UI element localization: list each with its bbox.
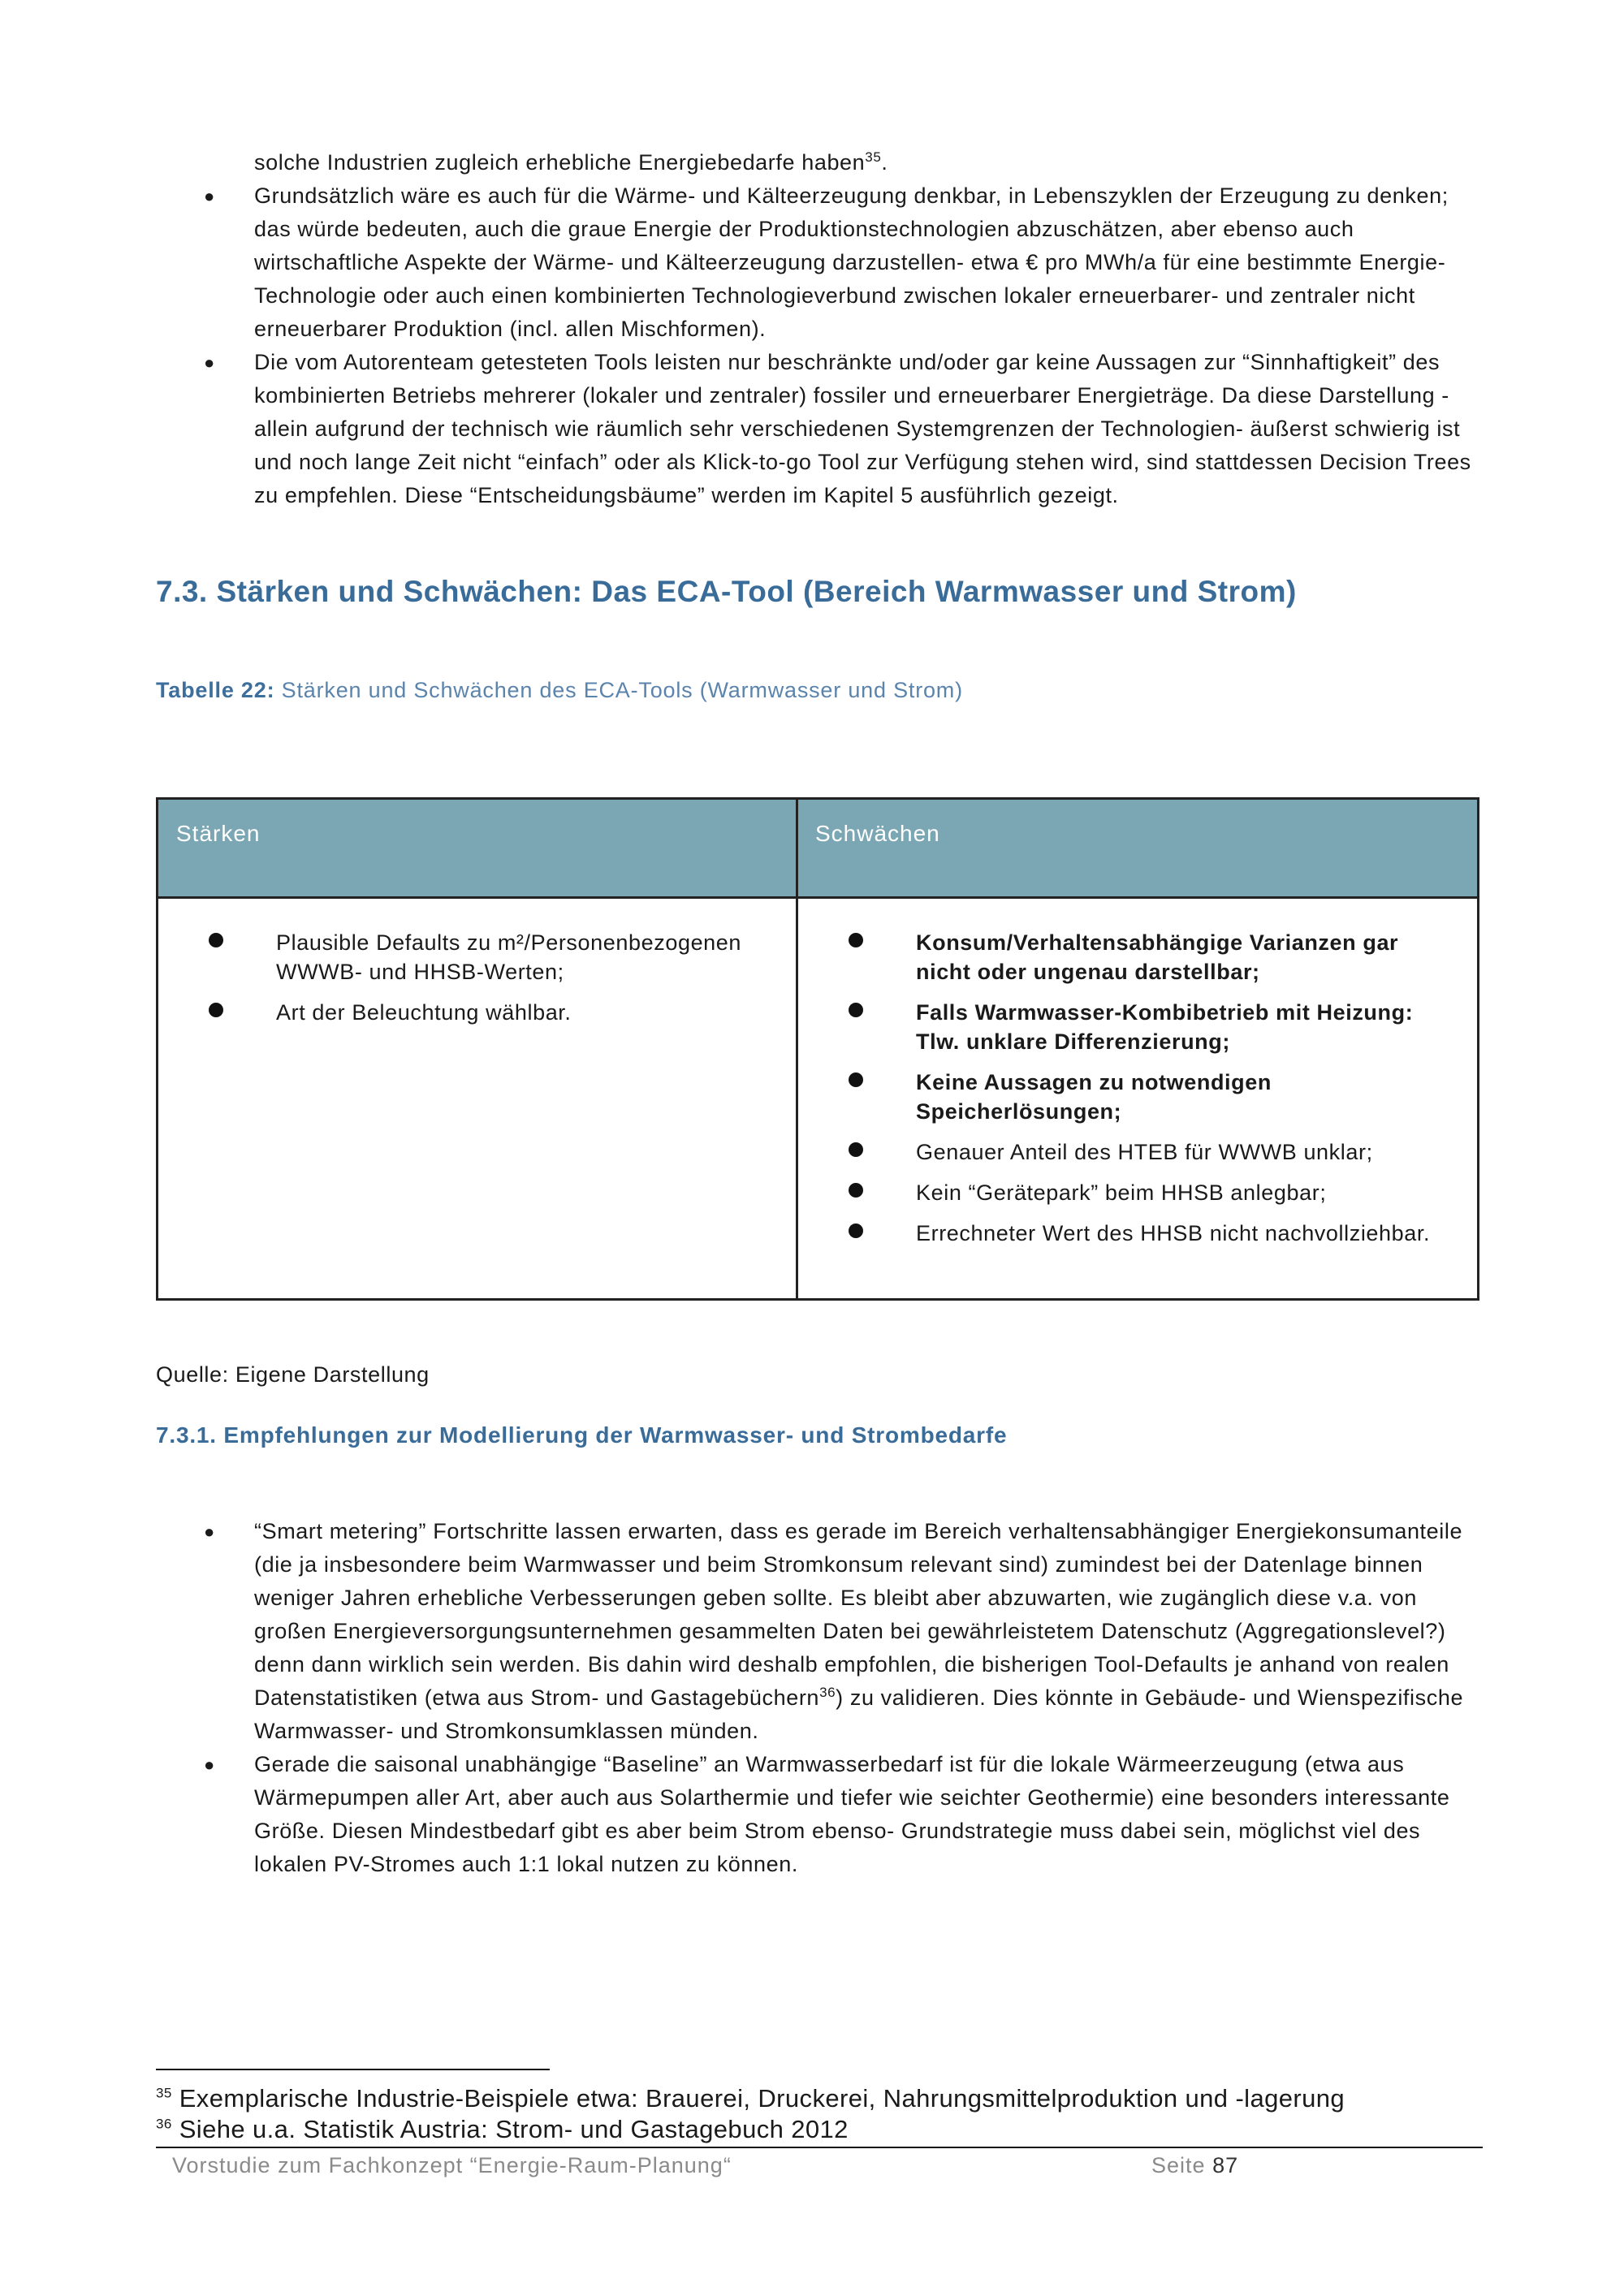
bullet-icon xyxy=(849,1072,863,1087)
weakness-item: Keine Aussagen zu notwendigen Speicherlösungen; xyxy=(798,1068,1456,1126)
section-heading: 7.3. Stärken und Schwächen: Das ECA-Tool (Bereich Warmwasser und Strom) xyxy=(156,575,1297,608)
table-header-row xyxy=(158,800,1477,899)
bullet-icon xyxy=(209,933,223,947)
header-strengths: Stärken xyxy=(176,821,261,846)
table-caption xyxy=(156,678,963,703)
bullet-icon xyxy=(849,1224,863,1238)
table-source: Quelle: Eigene Darstellung xyxy=(156,1362,430,1387)
weakness-item: Falls Warmwasser-Kombibetrieb mit Heizung: Tlw. unklare Differenzierung; xyxy=(798,998,1456,1056)
table-caption-text: Stärken und Schwächen des ECA-Tools (Warmwasser und Strom) xyxy=(281,678,963,702)
list-item: ● “Smart metering” Fortschritte lassen erwarten, dass es gerade im Bereich verhaltensabhängiger Energiekonsumanteile (die ja insbesondere beim Warmwasser und beim Stromkonsum relevant sind) zumindest bei der Datenlage binnen weniger Jahren erhebliche Verbesserungen geben sollte. Es bleibt aber abzuwarten, wie zugänglich diese v.a. von großen Energieversorgungsunternehmen gesammelten Daten bei gewährleistetem Datenschutz (Aggregationslevel?) denn dann wirklich sein werden. Bis dahin wird deshalb empfohlen, die bisherigen Tool-Defaults je anhand von realen Datenstatistiken (etwa aus Strom- und Gastagebüchern$^{36}$) zu validieren. Dies könnte in Gebäude- und Wienspezifische Warmwasser- und Stromkonsumklassen münden. xyxy=(0,1515,1472,1748)
footnotes xyxy=(156,2083,1345,2145)
bullet-icon xyxy=(849,1003,863,1017)
weakness-item: Konsum/Verhaltensabhängige Varianzen gar nicht oder ungenau darstellbar; xyxy=(798,928,1456,986)
bullet-icon: ● xyxy=(204,352,215,373)
footnote-ref-36[interactable]: 36 xyxy=(819,1685,836,1700)
bullet-icon xyxy=(849,1183,863,1198)
bullet-list-top xyxy=(0,179,1472,512)
table-caption-label: Tabelle 22: xyxy=(156,678,275,702)
footer-separator xyxy=(156,2147,1483,2148)
bullet-icon: ● xyxy=(204,1754,215,1775)
header-weaknesses: Schwächen xyxy=(815,821,940,846)
footnote-ref-35[interactable]: 35 xyxy=(865,149,882,165)
page-number: 87 xyxy=(1212,2153,1239,2177)
continuation-line: solche Industrien zugleich erhebliche Energiebedarfe haben$^{35}$. xyxy=(254,149,888,175)
footer-page: Seite 87 xyxy=(1151,2153,1239,2177)
list-item: ● Gerade die saisonal unabhängige “Baseline” an Warmwasserbedarf ist für die lokale Wärmeerzeugung (etwa aus Wärmepumpen aller Art, aber auch aus Solarthermie und tiefer wie seichter Geothermie) eine besonders interessante Größe. Diesen Mindestbedarf gibt es aber beim Strom ebenso- Grundstrategie muss dabei sein, möglichst viel des lokalen PV-Stromes auch 1:1 lokal nutzen zu können. xyxy=(0,1748,1472,1881)
bullet-icon: ● xyxy=(204,186,215,206)
weakness-item: Kein “Gerätepark” beim HHSB anlegbar; xyxy=(798,1178,1456,1207)
strengths-list xyxy=(158,928,796,1038)
list-item: ● Grundsätzlich wäre es auch für die Wärme- und Kälteerzeugung denkbar, in Lebenszyklen der Erzeugung zu denken; das würde bedeuten, auch die graue Energie der Produktionstechnologien abzuschätzen, aber ebenso auch wirtschaftliche Aspekte der Wärme- und Kälteerzeugung darzustellen- etwa € pro MWh/a für eine bestimmte Energie-Technologie oder auch einen kombinierten Technologieverbund zwischen lokaler erneuerbarer- und zentraler nicht erneuerbarer Produktion (incl. allen Mischformen). xyxy=(0,179,1472,346)
bullet-list-bottom xyxy=(0,1515,1472,1881)
bullet-icon: ● xyxy=(204,1521,215,1542)
weaknesses-list xyxy=(798,928,1456,1259)
subsection-heading: 7.3.1. Empfehlungen zur Modellierung der Warmwasser- und Strombedarfe xyxy=(156,1422,1008,1448)
bullet-icon xyxy=(849,1142,863,1157)
weakness-item: Errechneter Wert des HHSB nicht nachvollziehbar. xyxy=(798,1219,1456,1248)
bullet-icon xyxy=(849,933,863,947)
weakness-item: Genauer Anteil des HTEB für WWWB unklar; xyxy=(798,1137,1456,1167)
list-item: ● Die vom Autorenteam getesteten Tools leisten nur beschränkte und/oder gar keine Aussagen zur “Sinnhaftigkeit” des kombinierten Betriebs mehrerer (lokaler und zentraler) fossiler und erneuerbarer Energieträge. Da diese Darstellung -allein aufgrund der technisch wie räumlich sehr verschiedenen Systemgrenzen der Technologien- äußerst schwierig ist und noch lange Zeit nicht “einfach” oder als Klick-to-go Tool zur Verfügung stehen wird, sind stattdessen Decision Trees zu empfehlen. Diese “Entscheidungsbäume” werden im Kapitel 5 ausführlich gezeigt. xyxy=(0,346,1472,512)
strengths-weaknesses-table xyxy=(156,797,1479,1301)
bullet-icon xyxy=(209,1003,223,1017)
footnote: $^{35}$ Exemplarische Industrie-Beispiele etwa: Brauerei, Druckerei, Nahrungsmittelproduktion und -lagerung xyxy=(156,2084,1345,2113)
strength-item: Plausible Defaults zu m²/Personenbezogenen WWWB- und HHSB-Werten; xyxy=(158,928,796,986)
footnote-separator xyxy=(156,2069,550,2070)
footnote: $^{36}$ Siehe u.a. Statistik Austria: Strom- und Gastagebuch 2012 xyxy=(156,2115,849,2143)
strength-item: Art der Beleuchtung wählbar. xyxy=(158,998,796,1027)
footer-title: Vorstudie zum Fachkonzept “Energie-Raum-Planung“ xyxy=(172,2153,732,2177)
